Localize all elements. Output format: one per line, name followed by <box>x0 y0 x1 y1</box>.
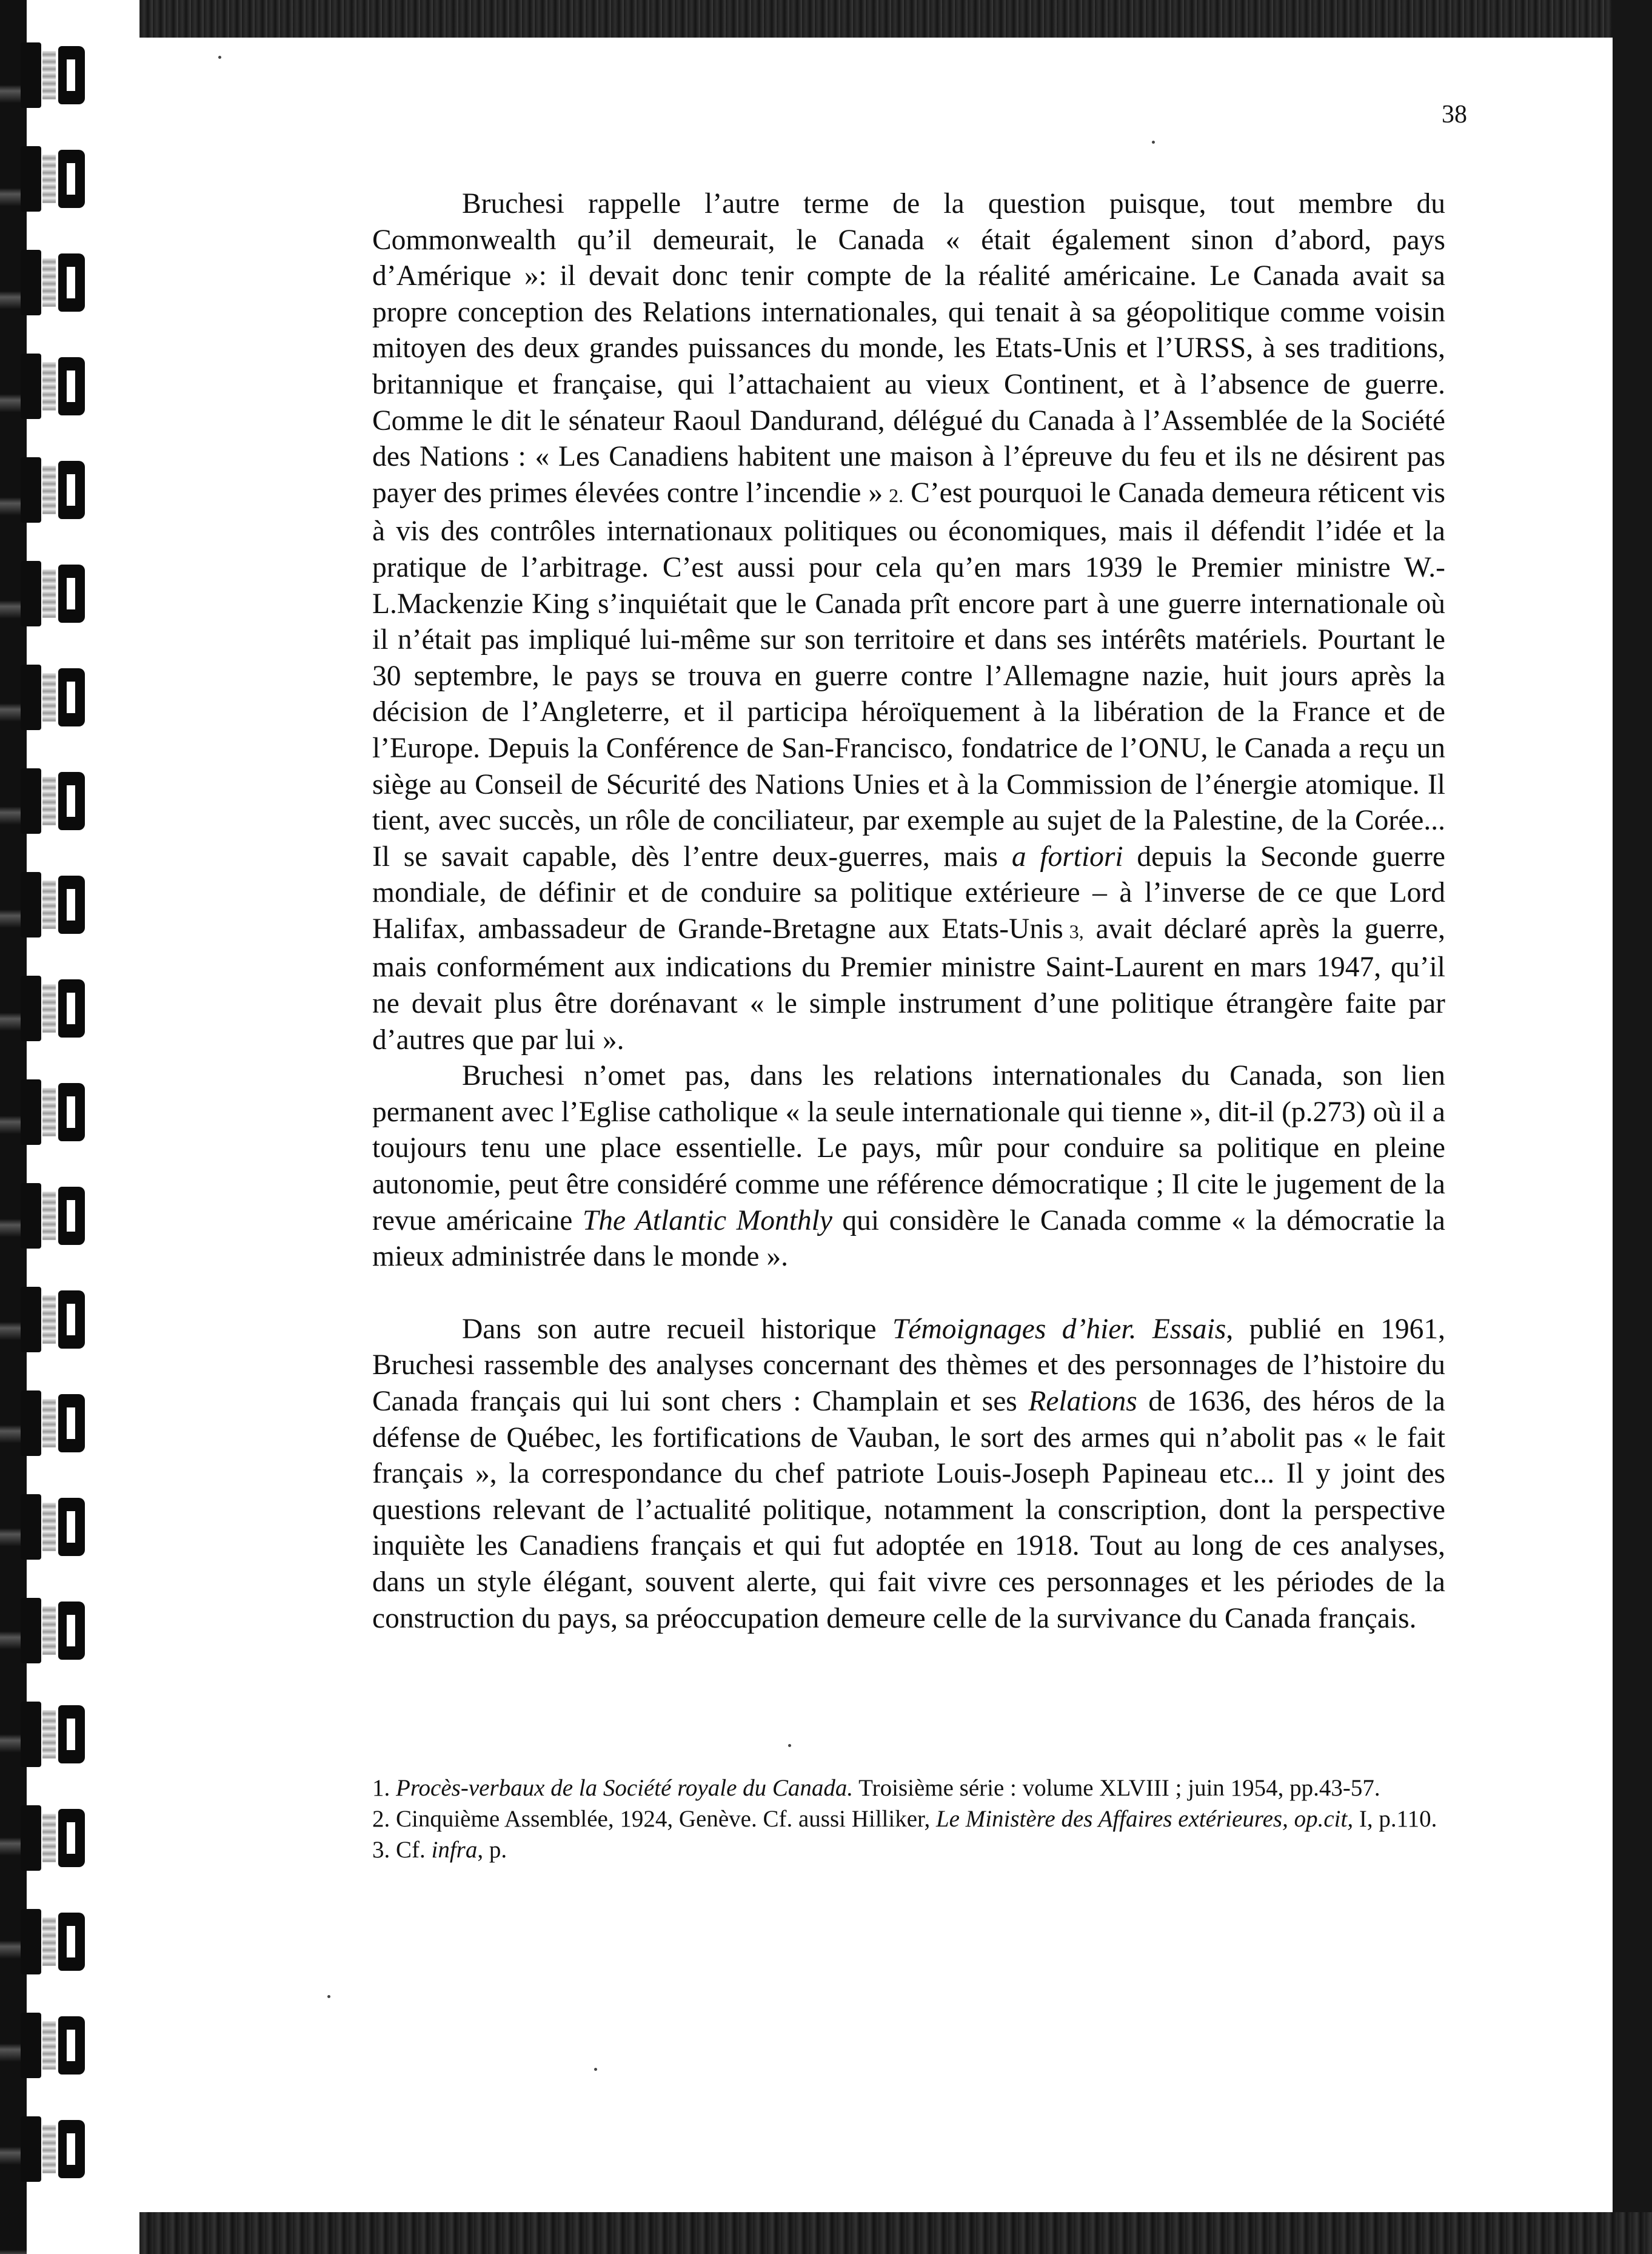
scan-bottom-edge <box>0 2212 1652 2254</box>
binding-ring <box>2 1287 87 1352</box>
binding-ring <box>2 872 87 937</box>
text-run: Troisième série : volume XLVIII ; juin 1954, pp.43-57. <box>853 1775 1380 1801</box>
italic-text: Le Ministère des Affaires extérieures, op.cit, <box>935 1806 1354 1832</box>
binding-ring <box>2 2013 87 2078</box>
italic-text: a fortiori <box>1011 840 1123 873</box>
binding-ring <box>2 1494 87 1560</box>
text-run: qui considère le Canada comme « la démocratie la mieux administrée dans le monde ». <box>372 1204 1446 1273</box>
footnote-reference: 3, <box>1069 920 1084 942</box>
page-number: 38 <box>1442 101 1467 129</box>
italic-text: The Atlantic Monthly <box>582 1204 832 1236</box>
binding-ring <box>2 1598 87 1663</box>
binding-ring <box>2 1909 87 1974</box>
text-run: , p. <box>477 1837 507 1863</box>
italic-text: Procès-verbaux de la Société royale du Canada. <box>396 1775 854 1801</box>
binding-ring <box>2 1702 87 1767</box>
footnote <box>372 1804 1445 1834</box>
text-run: , publié en 1961, Bruchesi rassemble des analyses concernant des thèmes et des personnages de l’histoire du Canada français qui lui sont chers : Champlain et ses <box>372 1313 1445 1417</box>
binding-ring <box>2 768 87 834</box>
footnote-reference: 2. <box>889 484 904 506</box>
spiral-binding <box>0 0 139 2254</box>
footnotes <box>372 1773 1445 1866</box>
text-run: 2. Cinquième Assemblée, 1924, Genève. Cf. aussi Hilliker, <box>372 1806 936 1832</box>
text-run: 3. Cf. <box>372 1837 432 1863</box>
text-run: Dans son autre recueil historique <box>462 1313 892 1345</box>
text-run: depuis la Seconde guerre mondiale, de définir et de conduire sa politique extérieure – à l’inverse de ce que Lord Halifax, ambassadeur de Grande-Bretagne aux Etats-Unis <box>372 840 1445 945</box>
binding-ring <box>2 1390 87 1456</box>
text-run: de 1636, des héros de la défense de Québec, les fortifications de Vauban, le sort des armes qui n’abolit pas « le fait français », la correspondance du chef patriote Louis-Joseph Papineau etc... Il y joint des questions relevant de l’actualité politique, notamment la conscription, dont la perspective inquiète les Canadiens français et qui fut adoptée en 1918. Tout au long de ces analyses, dans un style élégant, souvent alerte, qui fait vivre ces personnages et les périodes de la construction du pays, sa préoccupation demeure celle de la survivance du Canada français. <box>372 1386 1445 1634</box>
scan-top-edge <box>0 0 1652 38</box>
binding-ring <box>2 1079 87 1145</box>
italic-text: infra <box>431 1837 478 1863</box>
italic-text: Témoignages d’hier. Essais <box>892 1313 1226 1345</box>
binding-ring <box>2 1183 87 1249</box>
binding-ring <box>2 42 87 108</box>
binding-ring <box>2 146 87 212</box>
text-run: C’est pourquoi le Canada demeura réticent vis à vis des contrôles internationaux politiques ou économiques, mais il défendit l’idée et la pratique de l’arbitrage. C’est aussi pour cela qu’en mars 1939 le Premier ministre W.-L.Mackenzie King s’inquiétait que le Canada prît encore part à une guerre internationale où il n’était pas impliqué lui-même sur son territoire et dans ses intérêts matériels. Pourtant le 30 septembre, le pays se trouva en guerre contre l’Allemagne nazie, huit jours après la décision de l’Angleterre, et il participa héroïquement à la libération de la France et de l’Europe. Depuis la Conférence de San-Francisco, fondatrice de l’ONU, le Canada a reçu un siège au Conseil de Sécurité des Nations Unies et à la Commission de l’énergie atomique. Il tient, avec succès, un rôle de conciliateur, par exemple au sujet de la Palestine, de la Corée... Il se savait capable, dès l’entre deux-guerres, mais <box>372 477 1445 873</box>
paragraph <box>372 1312 1445 1637</box>
binding-ring <box>2 457 87 523</box>
paragraph <box>372 186 1445 1058</box>
footnote <box>372 1773 1445 1803</box>
binding-ring <box>2 1805 87 1871</box>
text-run: Bruchesi rappelle l’autre terme de la question puisque, tout membre du Commonwealth qu’il demeurait, le Canada « était également sinon d’abord, pays d’Amérique »: il devait donc tenir compte de la réalité américaine. Le Canada avait sa propre conception des Relations internationales, qui tenait à sa géopolitique comme voisin mitoyen des deux grandes puissances du monde, les Etats-Unis et l’URSS, à ses traditions, britannique et française, qui l’attachaient au vieux Continent, et à l’absence de guerre. Comme le dit le sénateur Raoul Dandurand, délégué du Canada à l’Assemblée de la Société des Nations : « Les Canadiens habitent une maison à l’épreuve du feu et ils ne désirent pas payer des primes élevées contre l’incendie » <box>372 188 1445 509</box>
binding-ring <box>2 561 87 626</box>
binding-ring <box>2 665 87 730</box>
text-run: I, p.110. <box>1353 1806 1437 1832</box>
text-run: 1. <box>372 1775 396 1801</box>
main-text <box>372 186 1445 1637</box>
text-run: avait déclaré après la guerre, mais conformément aux indications du Premier ministre Saint-Laurent en mars 1947, qu’il ne devait plus être dorénavant « le simple instrument d’une politique étrangère faite par d’autres que par lui ». <box>372 913 1445 1056</box>
binding-ring <box>2 250 87 315</box>
binding-ring <box>2 354 87 419</box>
footnote <box>372 1835 1445 1865</box>
scan-right-edge <box>1613 0 1652 2254</box>
paragraph <box>372 1058 1445 1275</box>
binding-ring <box>2 2116 87 2182</box>
text-run: Bruchesi n’omet pas, dans les relations internationales du Canada, son lien permanent avec l’Eglise catholique « la seule internationale qui tienne », dit-il (p.273) où il a toujours tenu une place essentielle. Le pays, mûr pour conduire sa politique en pleine autonomie, peut être considéré comme une référence démocratique ; Il cite le jugement de la revue américaine <box>372 1060 1445 1236</box>
binding-ring <box>2 976 87 1041</box>
italic-text: Relations <box>1028 1386 1137 1417</box>
